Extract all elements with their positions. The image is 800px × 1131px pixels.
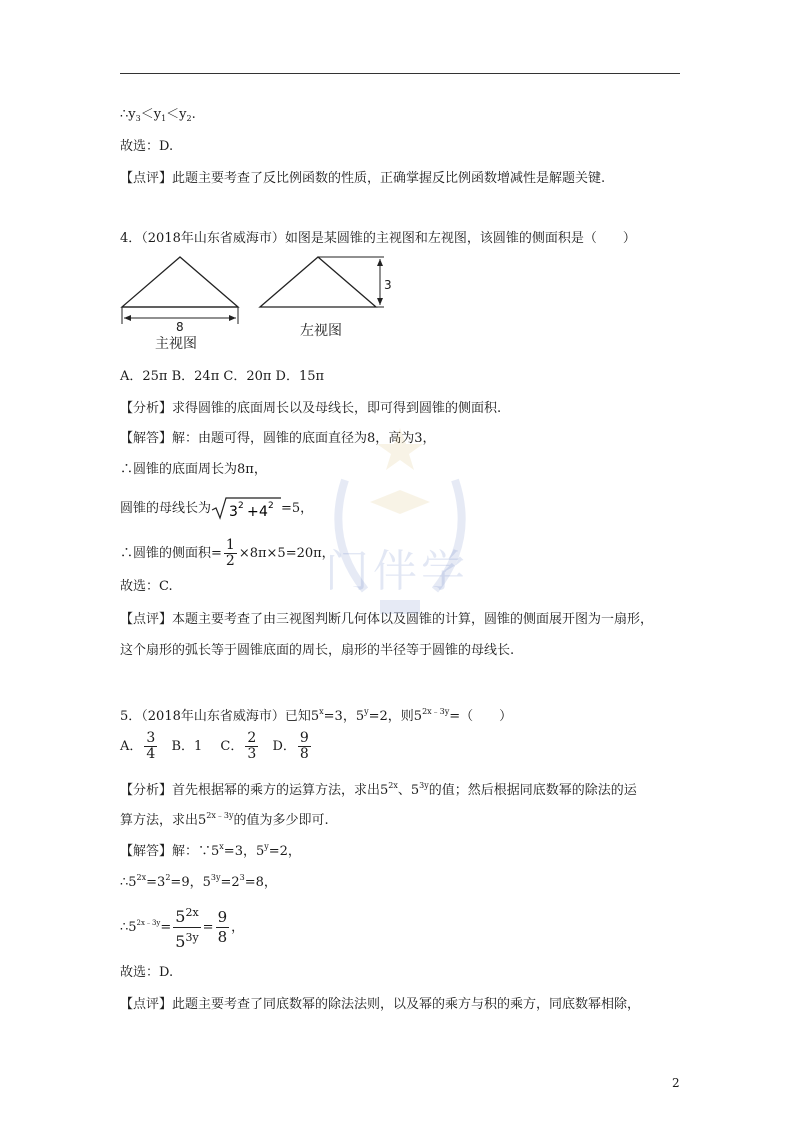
- power-fraction: $\frac{5^{2x}}{5^{3y}}$: [173, 903, 200, 952]
- question-5-comment: 【点评】此题主要考查了同底数幂的除法法则，以及幂的乘方与积的乘方，同底数幂相除，: [120, 997, 641, 1012]
- page-number: 2: [672, 1076, 680, 1090]
- question-4-analysis: 【分析】求得圆锥的底面周长以及母线长，即可得到圆锥的侧面积.: [120, 401, 502, 416]
- question-4-step-2: 圆锥的母线长为 3 2 + 4 2 =5，: [120, 496, 313, 521]
- svg-text:2: 2: [268, 501, 274, 511]
- question-4-options: A．25π B．24π C．20π D．15π: [120, 369, 325, 384]
- side-view-label: 左视图: [300, 323, 342, 339]
- option-d-fraction: $\frac{9}{8}$: [299, 730, 309, 762]
- question-4-step-1: ∴圆锥的底面周长为8π，: [120, 462, 267, 477]
- option-c-fraction: $\frac{2}{3}$: [247, 730, 257, 762]
- question-5-options: A． $\frac{3}{4}$ B．1 C． $\frac{2}{3}$ D． $\frac{9}{8}$: [120, 730, 309, 762]
- question-5-step-1: $\therefore 5^{2x}=3^2=9$，$5^{3y}=2^3=8$，: [120, 873, 277, 890]
- side-view-triangle: [260, 257, 376, 307]
- question-4-stem: 4．（2018年山东省威海市）如图是某圆锥的主视图和左视图，该圆锥的侧面积是（ ）: [120, 231, 636, 246]
- question-5-analysis-2: 算方法，求出$5^{2x﹣3y}$的值为多少即可.: [120, 811, 329, 828]
- question-4-answer: 故选：C.: [120, 579, 173, 594]
- option-a-fraction: $\frac{3}{4}$: [146, 730, 156, 762]
- fraction-one-half: $\frac{1}{2}$: [225, 537, 235, 569]
- question-4-comment-1: 【点评】本题主要考查了由三视图判断几何体以及圆锥的计算，圆锥的侧面展开图为一扇形，: [120, 612, 654, 627]
- svg-text:4: 4: [259, 504, 268, 520]
- comment-line: 【点评】此题主要考查了反比例函数的性质，正确掌握反比例函数增减性是解题关键.: [120, 171, 606, 186]
- svg-text:3: 3: [229, 504, 238, 520]
- question-5-solution: 【解答】解：$\because 5^x=3$，$5^y=2$，: [120, 842, 301, 859]
- answer-line: 故选：D.: [120, 139, 174, 154]
- main-view-triangle: [122, 257, 238, 307]
- question-5-analysis-1: 【分析】首先根据幂的乘方的运算方法，求出$5^{2x}$、$5^{3y}$的值；然后根据同底数幂的除法的运: [120, 781, 637, 798]
- side-view-dimension: 3: [384, 278, 392, 292]
- svg-text:+: +: [247, 504, 259, 520]
- question-4-step-3: ∴圆锥的侧面积= $\frac{1}{2}$ ×8π×5=20π，: [120, 537, 335, 569]
- svg-text:2: 2: [238, 501, 244, 511]
- arrow-left-icon: [124, 315, 131, 321]
- conclusion-line: $\therefore y_3<y_1<y_2$.: [120, 107, 196, 123]
- question-4-solution: 【解答】解：由题可得，圆锥的底面直径为8，高为3，: [120, 431, 436, 446]
- square-root: [211, 496, 281, 521]
- question-5-answer: 故选：D.: [120, 965, 174, 980]
- main-view-label: 主视图: [155, 336, 197, 352]
- header-rule: [120, 73, 680, 74]
- arrow-down-icon: [377, 298, 383, 305]
- result-fraction: $\frac{9}{8}$: [217, 908, 228, 946]
- question-5-step-2: $\therefore 5^{2x﹣3y}=$ $\frac{5^{2x}}{5^{3y}}$ = $\frac{9}{8}$ ，: [120, 900, 244, 952]
- watermark-text: 门伴学: [325, 546, 469, 597]
- arrow-up-icon: [377, 259, 383, 266]
- arrow-right-icon: [229, 315, 236, 321]
- question-4-comment-2: 这个扇形的弧长等于圆锥底面的周长，扇形的半径等于圆锥的母线长.: [120, 643, 515, 658]
- main-view-dimension: 8: [176, 320, 184, 334]
- question-5-stem: 5．（2018年山东省威海市）已知$5^x=3$，$5^y=2$，则$5^{2x﹣3y}=$（ ）: [120, 707, 513, 724]
